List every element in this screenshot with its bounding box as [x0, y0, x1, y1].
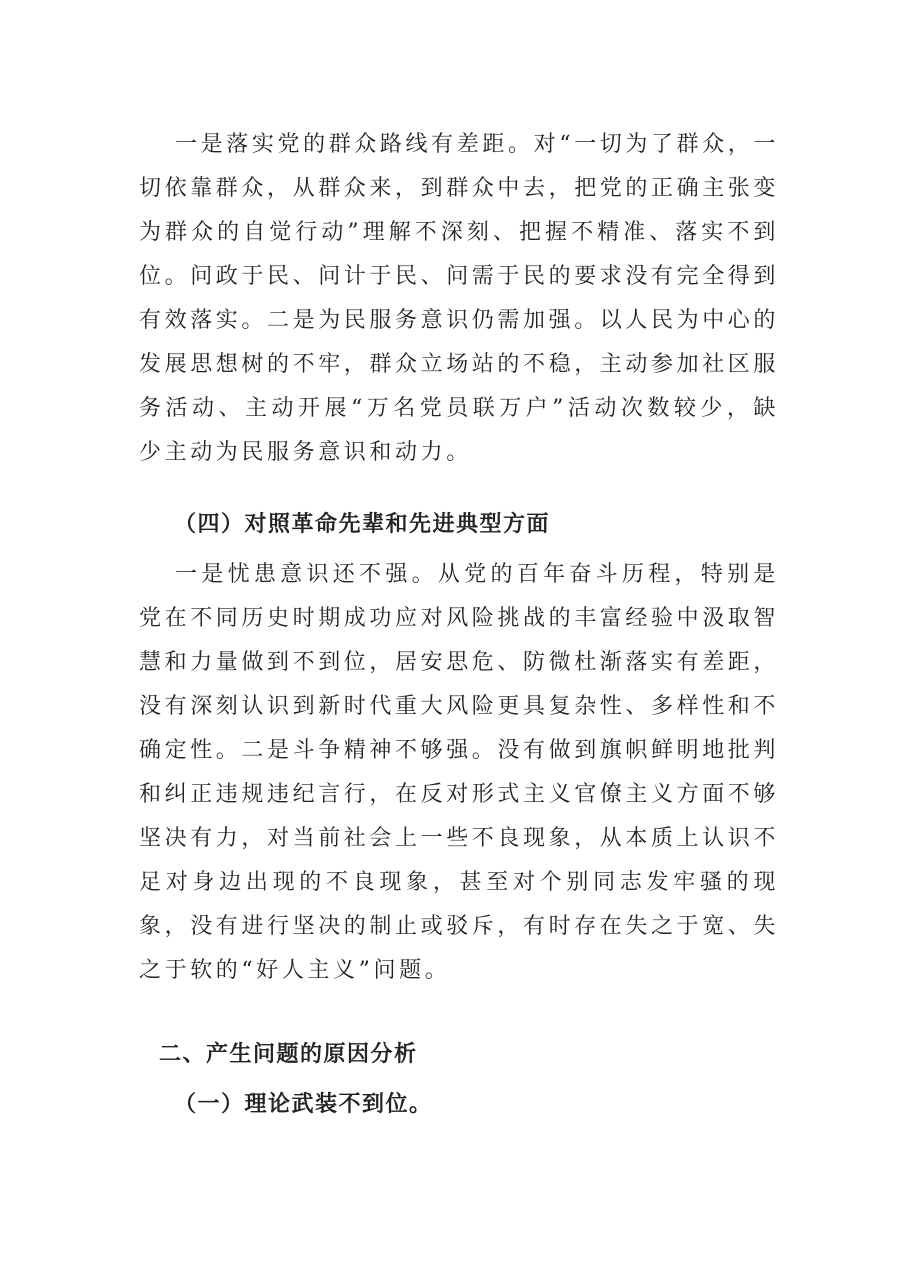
paragraph-sense-of-urgency: 一是忧患意识还不强。从党的百年奋斗历程，特别是党在不同历史时期成功应对风险挑战的丰富经验中汲取智慧和力量做到不到位，居安思危、防微杜渐落实有差距，没有深刻认识到新时代重大风险更具复杂性、多样性和不确定性。二是斗争精神不够强。没有做到旗帜鲜明地批判和纠正违规违纪言行，在反对形式主义官僚主义方面不够坚决有力，对当前社会上一些不良现象，从本质上认识不足对身边出现的不良现象，甚至对个别同志发牢骚的现象，没有进行坚决的制止或驳斥，有时存在失之于宽、失之于软的“好人主义”问题。: [139, 562, 780, 983]
heading-revolutionary-predecessors: （四）对照革命先辈和先进典型方面: [174, 512, 551, 537]
subsection-title-theory: （一）理论武装不到位。: [174, 1092, 433, 1117]
section-title-cause-analysis: 二、产生问题的原因分析: [159, 1042, 418, 1067]
paragraph-mass-line: 一是落实党的群众路线有差距。对“一切为了群众，一切依靠群众，从群众来，到群众中去，把党的正确主张变为群众的自觉行动”理解不深刻、把握不精准、落实不到位。问政于民、问计于民、问需于民的要求没有完全得到有效落实。二是为民服务意识仍需加强。以人民为中心的发展思想树的不牢，群众立场站的不稳，主动参加社区服务活动、主动开展“万名党员联万户”活动次数较少，缺少主动为民服务意识和动力。: [139, 132, 780, 465]
